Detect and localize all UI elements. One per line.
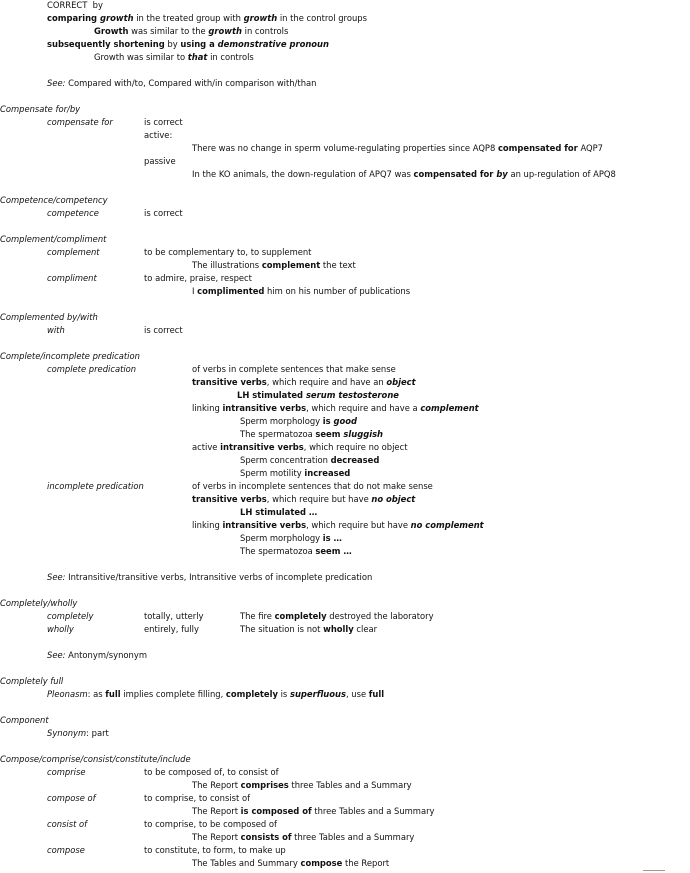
- text-run: The situation is not: [240, 624, 324, 634]
- term-bold: LH stimulated: [237, 390, 306, 400]
- text-line: [144, 247, 311, 258]
- text-run: to admire, praise, respect: [144, 273, 252, 283]
- text-run: , which require and have an: [266, 377, 387, 387]
- text-line: [192, 143, 603, 154]
- text-run: passive: [144, 156, 176, 166]
- term-italic: with: [47, 325, 65, 335]
- text-run: in controls: [241, 26, 289, 36]
- text-line: [240, 611, 434, 622]
- term-bold-italic: no complement: [410, 520, 484, 530]
- text-line: [144, 845, 286, 856]
- text-line: [192, 481, 433, 492]
- term-italic: See:: [47, 572, 69, 582]
- text-line: [47, 845, 85, 856]
- text-line: [192, 403, 479, 414]
- term-bold: completely: [274, 611, 327, 621]
- text-run: three Tables and a Summary: [291, 832, 415, 842]
- term-italic: incomplete predication: [47, 481, 144, 491]
- term-bold: full: [105, 689, 121, 699]
- text-line: [192, 442, 407, 453]
- term-bold-italic: demonstrative pronoun: [217, 39, 329, 49]
- term-bold: subsequently shortening: [47, 39, 165, 49]
- text-run: an up-regulation of APQ8: [507, 169, 616, 179]
- term-bold: transitive verbs: [192, 377, 267, 387]
- text-run: There was no change in sperm volume-regulating properties since AQP8: [192, 143, 498, 153]
- text-run: in the control groups: [277, 13, 367, 23]
- text-line: [0, 195, 108, 206]
- text-line: [144, 611, 204, 622]
- text-line: [47, 247, 100, 258]
- term-italic: compensate for: [47, 117, 113, 127]
- term-bold: intransitive verbs: [222, 403, 307, 413]
- term-bold: is …: [322, 533, 342, 543]
- text-line: [192, 832, 414, 843]
- term-bold-italic: good: [333, 416, 358, 426]
- term-bold-italic: by: [496, 169, 508, 179]
- text-line: [47, 39, 329, 50]
- term-bold: increased: [304, 468, 351, 478]
- text-line: [47, 325, 65, 336]
- text-run: three Tables and a Summary: [311, 806, 435, 816]
- text-run: CORRECT by: [47, 0, 103, 10]
- text-line: [0, 351, 140, 362]
- text-run: of verbs in incomplete sentences that do not make sense: [192, 481, 433, 491]
- term-bold: compensated for: [413, 169, 497, 179]
- text-run: : as: [87, 689, 106, 699]
- text-run: destroyed the laboratory: [326, 611, 434, 621]
- term-bold: full: [368, 689, 385, 699]
- text-run: The Report: [192, 780, 241, 790]
- text-run: : part: [86, 728, 109, 738]
- term-bold: is: [322, 416, 334, 426]
- text-line: [47, 728, 109, 739]
- text-run: the Report: [342, 858, 390, 868]
- text-run: , which require and have a: [306, 403, 421, 413]
- text-run: clear: [353, 624, 378, 634]
- term-bold-italic: growth: [243, 13, 278, 23]
- term-bold: comprises: [240, 780, 289, 790]
- term-bold: Growth: [94, 26, 129, 36]
- text-line: [144, 156, 176, 167]
- text-line: [47, 767, 86, 778]
- text-line: [192, 364, 396, 375]
- term-italic: Component: [0, 715, 49, 725]
- text-line: [47, 689, 384, 700]
- text-run: to comprise, to be composed of: [144, 819, 277, 829]
- text-run: in controls: [207, 52, 254, 62]
- text-line: [0, 312, 98, 323]
- text-run: Antonym/synonym: [68, 650, 147, 660]
- text-run: I: [192, 286, 198, 296]
- term-bold: decreased: [330, 455, 380, 465]
- text-run: The Tables and Summary: [192, 858, 301, 868]
- text-line: [0, 754, 191, 765]
- text-run: entirely, fully: [144, 624, 199, 634]
- term-italic: Compose/comprise/consist/constitute/include: [0, 754, 191, 764]
- text-line: [240, 468, 350, 479]
- term-bold: seem …: [315, 546, 352, 556]
- text-run: The spermatozoa: [240, 429, 316, 439]
- text-line: [0, 715, 49, 726]
- term-italic: Completely/wholly: [0, 598, 78, 608]
- text-run: The illustrations: [192, 260, 262, 270]
- text-run: , use: [345, 689, 369, 699]
- term-italic: Complemented by/with: [0, 312, 98, 322]
- text-line: [192, 260, 356, 271]
- term-italic: compose: [47, 845, 85, 855]
- text-line: [144, 208, 183, 219]
- text-run: totally, utterly: [144, 611, 204, 621]
- text-line: [240, 455, 379, 466]
- text-run: is correct: [144, 208, 183, 218]
- term-italic: Complement/compliment: [0, 234, 107, 244]
- term-italic: Completely full: [0, 676, 64, 686]
- text-run: to be composed of, to consist of: [144, 767, 279, 777]
- text-line: [192, 806, 434, 817]
- term-italic: Compensate for/by: [0, 104, 81, 114]
- text-line: [240, 429, 383, 440]
- text-line: [144, 117, 183, 128]
- text-run: , which require no object: [303, 442, 408, 452]
- text-line: [240, 416, 357, 427]
- term-italic: wholly: [47, 624, 74, 634]
- term-italic: consist of: [47, 819, 88, 829]
- text-line: [192, 780, 412, 791]
- text-line: [240, 507, 317, 518]
- term-italic: Competence/competency: [0, 195, 108, 205]
- term-italic: complement: [47, 247, 100, 257]
- term-italic: competence: [47, 208, 99, 218]
- term-bold: complement: [261, 260, 321, 270]
- term-bold: LH stimulated …: [240, 507, 318, 517]
- term-bold: wholly: [323, 624, 354, 634]
- text-line: [94, 52, 254, 63]
- text-line: [237, 390, 399, 401]
- term-bold-italic: growth: [99, 13, 134, 23]
- term-bold: complimented: [197, 286, 265, 296]
- text-run: Sperm morphology: [240, 533, 323, 543]
- text-line: [47, 793, 96, 804]
- text-run: , which require but have: [266, 494, 372, 504]
- text-line: [47, 273, 97, 284]
- text-line: [0, 676, 63, 687]
- text-run: implies complete filling,: [120, 689, 226, 699]
- text-run: The fire: [240, 611, 275, 621]
- term-bold: completely: [225, 689, 278, 699]
- text-line: [0, 104, 80, 115]
- term-bold: is composed of: [240, 806, 312, 816]
- text-run: to be complementary to, to supplement: [144, 247, 312, 257]
- text-run: The spermatozoa: [240, 546, 316, 556]
- term-bold: transitive verbs: [192, 494, 267, 504]
- text-line: [192, 286, 410, 297]
- text-line: [47, 117, 113, 128]
- text-run: active: [192, 442, 221, 452]
- term-italic: Pleonasm: [47, 689, 88, 699]
- text-run: to constitute, to form, to make up: [144, 845, 286, 855]
- term-italic: completely: [47, 611, 94, 621]
- text-run: Sperm motility: [240, 468, 305, 478]
- term-bold-italic: sluggish: [343, 429, 384, 439]
- text-line: [47, 819, 87, 830]
- text-line: [144, 273, 252, 284]
- term-italic: Complete/incomplete predication: [0, 351, 140, 361]
- text-run: is correct: [144, 117, 183, 127]
- text-run: the text: [320, 260, 356, 270]
- text-run: to comprise, to consist of: [144, 793, 251, 803]
- text-line: [144, 624, 199, 635]
- text-run: of verbs in complete sentences that make sense: [192, 364, 396, 374]
- term-bold-italic: serum testosterone: [305, 390, 399, 400]
- term-bold-italic: that: [187, 52, 208, 62]
- text-line: [0, 234, 106, 245]
- text-run: The Report: [192, 832, 241, 842]
- text-run: is correct: [144, 325, 183, 335]
- term-italic: See:: [47, 650, 69, 660]
- text-line: [47, 364, 136, 375]
- text-run: by: [164, 39, 181, 49]
- text-run: , which require but have: [306, 520, 411, 530]
- text-run: AQP7: [577, 143, 604, 153]
- term-bold-italic: complement: [420, 403, 479, 413]
- text-run: him on his number of publications: [264, 286, 411, 296]
- text-run: Growth was similar to: [94, 52, 188, 62]
- text-line: [47, 650, 147, 661]
- text-line: [192, 520, 484, 531]
- text-line: [240, 533, 342, 544]
- term-bold-italic: growth: [208, 26, 242, 36]
- text-run: active:: [144, 130, 173, 140]
- text-run: is: [277, 689, 290, 699]
- text-line: [192, 169, 616, 180]
- text-line: [192, 494, 415, 505]
- text-run: linking: [192, 520, 223, 530]
- text-run: The Report: [192, 806, 241, 816]
- text-line: [0, 598, 77, 609]
- text-run: Sperm morphology: [240, 416, 323, 426]
- text-line: [47, 624, 74, 635]
- text-line: [47, 0, 103, 11]
- text-line: [47, 611, 93, 622]
- term-bold-italic: no object: [371, 494, 416, 504]
- text-line: [144, 130, 172, 141]
- text-line: [47, 208, 99, 219]
- text-run: linking: [192, 403, 223, 413]
- text-line: [94, 26, 288, 37]
- text-line: [144, 793, 250, 804]
- text-run: in the treated group with: [133, 13, 244, 23]
- text-line: [144, 325, 183, 336]
- term-bold: intransitive verbs: [220, 442, 304, 452]
- term-bold: compensated for: [497, 143, 578, 153]
- term-italic: compose of: [47, 793, 96, 803]
- text-line: [192, 377, 416, 388]
- term-italic: compliment: [47, 273, 97, 283]
- term-bold: using a: [180, 39, 218, 49]
- text-line: [240, 546, 352, 557]
- page-corner-rule: [643, 870, 665, 871]
- text-line: [192, 858, 389, 869]
- term-bold-italic: superfluous: [289, 689, 346, 699]
- term-bold: compose: [300, 858, 343, 868]
- text-run: was similar to the: [128, 26, 209, 36]
- text-line: [47, 572, 372, 583]
- text-line: [144, 819, 277, 830]
- text-line: [47, 13, 367, 24]
- text-run: Sperm concentration: [240, 455, 331, 465]
- text-line: [47, 78, 316, 89]
- text-run: three Tables and a Summary: [288, 780, 412, 790]
- term-italic: See:: [47, 78, 69, 88]
- term-bold: intransitive verbs: [222, 520, 307, 530]
- text-run: Intransitive/transitive verbs, Intransitive verbs of incomplete predication: [68, 572, 373, 582]
- term-bold: seem: [315, 429, 344, 439]
- term-bold: consists of: [240, 832, 292, 842]
- text-line: [240, 624, 377, 635]
- text-line: [144, 767, 279, 778]
- term-bold: comparing: [47, 13, 100, 23]
- term-italic: complete predication: [47, 364, 137, 374]
- term-bold-italic: object: [386, 377, 416, 387]
- term-italic: Synonym: [47, 728, 87, 738]
- text-run: In the KO animals, the down-regulation of APQ7 was: [192, 169, 414, 179]
- text-run: Compared with/to, Compared with/in comparison with/than: [68, 78, 317, 88]
- text-line: [47, 481, 144, 492]
- term-italic: comprise: [47, 767, 86, 777]
